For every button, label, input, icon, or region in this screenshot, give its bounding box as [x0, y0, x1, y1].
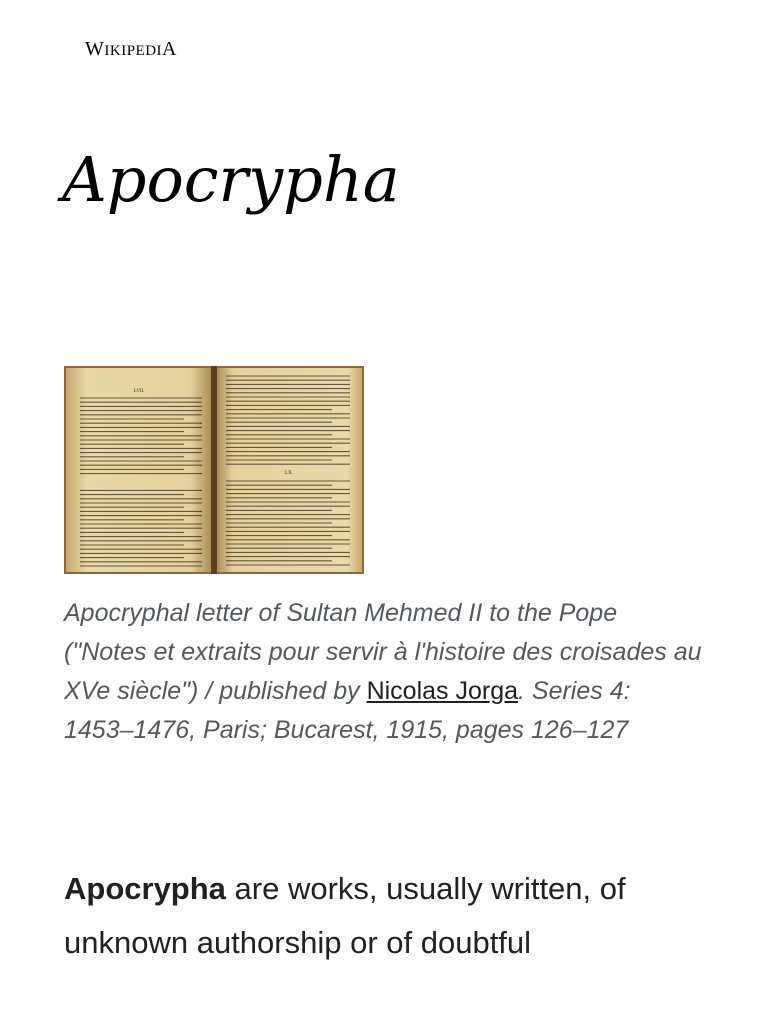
page-title: Apocrypha: [62, 143, 400, 216]
wordmark-first-letter: W: [85, 38, 105, 60]
caption-text-start: Apocryphal letter of Sultan Mehmed II to the Pope ("Notes et extraits pour servir à l'histoire des croisades au XVe siècle") / published by: [64, 599, 702, 705]
caption-author-link[interactable]: Nicolas Jorga: [366, 677, 519, 705]
lead-term: Apocrypha: [64, 871, 226, 906]
figure-caption: [64, 594, 704, 750]
article-figure[interactable]: [64, 366, 364, 574]
wordmark-last-letter: A: [162, 38, 177, 60]
lead-text: are works, usually written, of unknown authorship or of doubtful: [64, 871, 626, 960]
right-page-heading: LX.: [285, 471, 293, 476]
wordmark-middle-letters: IKIPEDI: [104, 43, 163, 59]
lead-paragraph: [64, 862, 704, 970]
wikipedia-wordmark[interactable]: [85, 38, 177, 61]
book-photo[interactable]: [64, 366, 364, 574]
caption-text-end: . Series 4: 1453–1476, Paris; Bucarest, 1915, pages 126–127: [64, 677, 631, 744]
left-page-heading: LVII.: [133, 389, 145, 394]
